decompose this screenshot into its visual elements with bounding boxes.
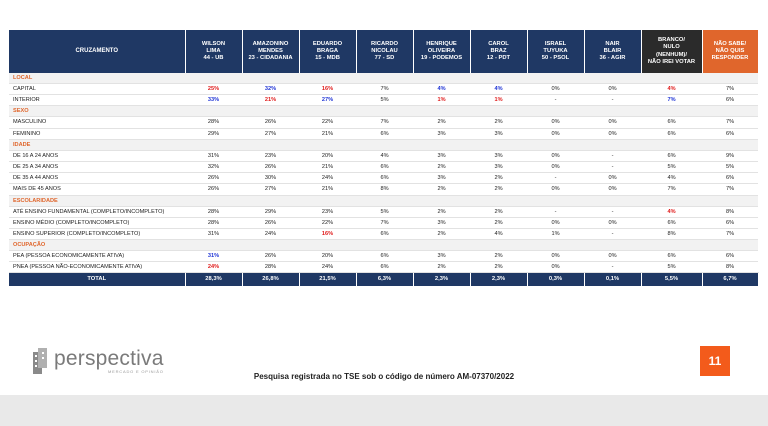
value-cell: 0% xyxy=(527,262,584,273)
value-cell: - xyxy=(584,95,641,106)
page-number-badge: 11 xyxy=(700,346,730,376)
section-filler-cell xyxy=(356,106,413,117)
table-row xyxy=(9,161,758,172)
row-label: MASCULINO xyxy=(9,117,185,128)
value-cell: 8% xyxy=(641,228,702,239)
value-cell: 31% xyxy=(185,251,242,262)
table-row xyxy=(9,251,758,262)
value-cell: 0% xyxy=(527,150,584,161)
total-value-cell: 6,7% xyxy=(702,273,758,287)
section-filler-cell xyxy=(413,240,470,251)
section-filler-cell xyxy=(242,240,299,251)
logo-wordmark: perspectiva xyxy=(54,347,164,370)
value-cell: 24% xyxy=(299,262,356,273)
value-cell: 2% xyxy=(470,262,527,273)
section-filler-cell xyxy=(185,73,242,84)
value-cell: 30% xyxy=(242,173,299,184)
header-candidate: BRANCO/ NULO (NENHUM)/ NÃO IREI VOTAR xyxy=(641,30,702,73)
section-filler-cell xyxy=(413,139,470,150)
section-filler-cell xyxy=(356,240,413,251)
value-cell: - xyxy=(584,228,641,239)
bottom-band xyxy=(0,395,768,426)
section-header-row xyxy=(9,139,758,150)
row-label: DE 35 A 44 ANOS xyxy=(9,173,185,184)
section-filler-cell xyxy=(413,195,470,206)
section-filler-cell xyxy=(242,139,299,150)
value-cell: 2% xyxy=(413,184,470,195)
value-cell: 7% xyxy=(356,217,413,228)
value-cell: 6% xyxy=(702,95,758,106)
total-value-cell: 28,3% xyxy=(185,273,242,287)
value-cell: 6% xyxy=(641,150,702,161)
total-row xyxy=(9,273,758,287)
value-cell: 9% xyxy=(702,150,758,161)
value-cell: 6% xyxy=(702,128,758,139)
value-cell: 4% xyxy=(413,84,470,95)
table-row xyxy=(9,150,758,161)
section-filler-cell xyxy=(299,240,356,251)
row-label: MAIS DE 45 ANOS xyxy=(9,184,185,195)
value-cell: 28% xyxy=(185,217,242,228)
value-cell: 29% xyxy=(242,206,299,217)
section-filler-cell xyxy=(413,73,470,84)
table-row xyxy=(9,173,758,184)
section-filler-cell xyxy=(702,195,758,206)
section-filler-cell xyxy=(527,240,584,251)
value-cell: - xyxy=(584,150,641,161)
section-filler-cell xyxy=(641,73,702,84)
total-label: TOTAL xyxy=(9,273,185,287)
header-candidate: EDUARDO BRAGA 15 - MDB xyxy=(299,30,356,73)
value-cell: 7% xyxy=(641,184,702,195)
value-cell: 28% xyxy=(185,206,242,217)
value-cell: 0% xyxy=(527,128,584,139)
section-header-row xyxy=(9,73,758,84)
value-cell: 16% xyxy=(299,228,356,239)
section-filler-cell xyxy=(242,195,299,206)
value-cell: 3% xyxy=(413,128,470,139)
table-header-row xyxy=(9,30,758,73)
row-label: ATÉ ENSINO FUNDAMENTAL (COMPLETO/INCOMPLETO) xyxy=(9,206,185,217)
value-cell: 7% xyxy=(702,184,758,195)
value-cell: 0% xyxy=(584,128,641,139)
value-cell: 27% xyxy=(242,184,299,195)
header-candidate: ISRAEL TUYUKA 50 - PSOL xyxy=(527,30,584,73)
value-cell: 7% xyxy=(641,95,702,106)
section-filler-cell xyxy=(584,240,641,251)
value-cell: 7% xyxy=(356,84,413,95)
value-cell: 2% xyxy=(470,117,527,128)
value-cell: 6% xyxy=(702,251,758,262)
value-cell: 7% xyxy=(702,84,758,95)
row-label: DE 16 A 24 ANOS xyxy=(9,150,185,161)
value-cell: 7% xyxy=(702,228,758,239)
header-candidate: RICARDO NICOLAU 77 - SD xyxy=(356,30,413,73)
value-cell: 2% xyxy=(470,173,527,184)
header-cruzamento: CRUZAMENTO xyxy=(9,30,185,73)
table-row xyxy=(9,184,758,195)
table-row xyxy=(9,117,758,128)
value-cell: 21% xyxy=(299,161,356,172)
section-filler-cell xyxy=(702,139,758,150)
value-cell: 23% xyxy=(242,150,299,161)
value-cell: 21% xyxy=(299,128,356,139)
section-filler-cell xyxy=(299,106,356,117)
section-label: IDADE xyxy=(9,139,185,150)
section-filler-cell xyxy=(527,195,584,206)
section-filler-cell xyxy=(299,195,356,206)
value-cell: 2% xyxy=(470,217,527,228)
value-cell: 24% xyxy=(242,228,299,239)
value-cell: 0% xyxy=(584,217,641,228)
value-cell: 31% xyxy=(185,150,242,161)
total-value-cell: 0,1% xyxy=(584,273,641,287)
value-cell: 3% xyxy=(470,128,527,139)
value-cell: 26% xyxy=(242,117,299,128)
value-cell: 26% xyxy=(242,217,299,228)
value-cell: 0% xyxy=(527,251,584,262)
value-cell: 16% xyxy=(299,84,356,95)
value-cell: 26% xyxy=(242,251,299,262)
section-filler-cell xyxy=(527,73,584,84)
section-header-row xyxy=(9,195,758,206)
value-cell: 4% xyxy=(470,84,527,95)
value-cell: 0% xyxy=(584,117,641,128)
value-cell: 6% xyxy=(702,173,758,184)
value-cell: 2% xyxy=(413,117,470,128)
value-cell: 5% xyxy=(641,161,702,172)
value-cell: 2% xyxy=(413,228,470,239)
value-cell: 6% xyxy=(356,173,413,184)
value-cell: 0% xyxy=(584,84,641,95)
value-cell: 0% xyxy=(527,161,584,172)
total-value-cell: 21,5% xyxy=(299,273,356,287)
value-cell: 0% xyxy=(527,84,584,95)
value-cell: 24% xyxy=(299,173,356,184)
value-cell: 27% xyxy=(242,128,299,139)
value-cell: 25% xyxy=(185,84,242,95)
value-cell: 2% xyxy=(413,206,470,217)
section-label: LOCAL xyxy=(9,73,185,84)
section-header-row xyxy=(9,106,758,117)
section-filler-cell xyxy=(356,139,413,150)
section-filler-cell xyxy=(242,73,299,84)
section-filler-cell xyxy=(356,195,413,206)
section-filler-cell xyxy=(641,106,702,117)
table-row xyxy=(9,95,758,106)
section-label: ESCOLARIDADE xyxy=(9,195,185,206)
value-cell: 21% xyxy=(242,95,299,106)
value-cell: 33% xyxy=(185,95,242,106)
value-cell: 24% xyxy=(185,262,242,273)
value-cell: 32% xyxy=(242,84,299,95)
value-cell: 6% xyxy=(702,217,758,228)
logo-tagline: MERCADO E OPINIÃO xyxy=(108,369,164,374)
value-cell: 7% xyxy=(356,117,413,128)
value-cell: 2% xyxy=(413,262,470,273)
total-value-cell: 0,3% xyxy=(527,273,584,287)
value-cell: - xyxy=(584,206,641,217)
value-cell: 29% xyxy=(185,128,242,139)
section-filler-cell xyxy=(413,106,470,117)
table-body xyxy=(9,73,758,273)
value-cell: 3% xyxy=(413,150,470,161)
value-cell: 0% xyxy=(527,184,584,195)
value-cell: 6% xyxy=(641,128,702,139)
value-cell: 0% xyxy=(584,184,641,195)
tse-registration-note: Pesquisa registrada no TSE sob o código de número AM-07370/2022 xyxy=(253,372,515,381)
table-row xyxy=(9,217,758,228)
section-label: OCUPAÇÃO xyxy=(9,240,185,251)
value-cell: 4% xyxy=(641,173,702,184)
value-cell: 6% xyxy=(356,128,413,139)
section-filler-cell xyxy=(702,240,758,251)
value-cell: 26% xyxy=(185,173,242,184)
section-label: SEXO xyxy=(9,106,185,117)
value-cell: 3% xyxy=(413,251,470,262)
value-cell: 2% xyxy=(470,206,527,217)
total-value-cell: 26,8% xyxy=(242,273,299,287)
section-filler-cell xyxy=(470,73,527,84)
value-cell: 4% xyxy=(641,206,702,217)
row-label: PNEA (PESSOA NÃO-ECONOMICAMENTE ATIVA) xyxy=(9,262,185,273)
value-cell: - xyxy=(527,206,584,217)
section-filler-cell xyxy=(702,73,758,84)
value-cell: 3% xyxy=(413,173,470,184)
value-cell: 6% xyxy=(641,117,702,128)
value-cell: 8% xyxy=(702,206,758,217)
section-filler-cell xyxy=(185,106,242,117)
value-cell: - xyxy=(527,95,584,106)
section-filler-cell xyxy=(584,139,641,150)
section-filler-cell xyxy=(470,240,527,251)
value-cell: 6% xyxy=(356,262,413,273)
section-filler-cell xyxy=(185,195,242,206)
value-cell: 6% xyxy=(641,217,702,228)
total-value-cell: 2,3% xyxy=(470,273,527,287)
value-cell: 0% xyxy=(527,217,584,228)
value-cell: 0% xyxy=(584,173,641,184)
header-candidate: NÃO SABE/ NÃO QUIS RESPONDER xyxy=(702,30,758,73)
value-cell: 22% xyxy=(299,117,356,128)
value-cell: 32% xyxy=(185,161,242,172)
crosstab-table xyxy=(9,30,759,286)
header-candidate: AMAZONINO MENDES 23 - CIDADANIA xyxy=(242,30,299,73)
section-filler-cell xyxy=(470,195,527,206)
value-cell: - xyxy=(584,161,641,172)
row-label: DE 25 A 34 ANOS xyxy=(9,161,185,172)
row-label: FEMININO xyxy=(9,128,185,139)
value-cell: 26% xyxy=(185,184,242,195)
value-cell: 2% xyxy=(470,251,527,262)
value-cell: 5% xyxy=(356,206,413,217)
row-label: PEA (PESSOA ECONOMICAMENTE ATIVA) xyxy=(9,251,185,262)
section-filler-cell xyxy=(185,139,242,150)
section-filler-cell xyxy=(527,139,584,150)
row-label: INTERIOR xyxy=(9,95,185,106)
total-value-cell: 2,3% xyxy=(413,273,470,287)
section-header-row xyxy=(9,240,758,251)
section-filler-cell xyxy=(185,240,242,251)
section-filler-cell xyxy=(702,106,758,117)
value-cell: 28% xyxy=(242,262,299,273)
section-filler-cell xyxy=(641,139,702,150)
table-row xyxy=(9,262,758,273)
value-cell: 4% xyxy=(470,228,527,239)
value-cell: 6% xyxy=(356,228,413,239)
value-cell: 0% xyxy=(527,117,584,128)
row-label: ENSINO MÉDIO (COMPLETO/INCOMPLETO) xyxy=(9,217,185,228)
value-cell: 27% xyxy=(299,95,356,106)
value-cell: 23% xyxy=(299,206,356,217)
section-filler-cell xyxy=(299,73,356,84)
total-value-cell: 6,3% xyxy=(356,273,413,287)
value-cell: 28% xyxy=(185,117,242,128)
value-cell: 0% xyxy=(584,251,641,262)
value-cell: 3% xyxy=(470,161,527,172)
section-filler-cell xyxy=(584,73,641,84)
value-cell: 4% xyxy=(641,84,702,95)
section-filler-cell xyxy=(527,106,584,117)
row-label: ENSINO SUPERIOR (COMPLETO/INCOMPLETO) xyxy=(9,228,185,239)
section-filler-cell xyxy=(242,106,299,117)
table-row xyxy=(9,228,758,239)
value-cell: 6% xyxy=(641,251,702,262)
value-cell: 7% xyxy=(702,117,758,128)
value-cell: 22% xyxy=(299,217,356,228)
section-filler-cell xyxy=(584,195,641,206)
value-cell: 31% xyxy=(185,228,242,239)
value-cell: - xyxy=(584,262,641,273)
value-cell: 5% xyxy=(641,262,702,273)
value-cell: 20% xyxy=(299,150,356,161)
value-cell: 6% xyxy=(356,251,413,262)
value-cell: 1% xyxy=(527,228,584,239)
value-cell: 8% xyxy=(702,262,758,273)
header-candidate: WILSON LIMA 44 - UB xyxy=(185,30,242,73)
section-filler-cell xyxy=(470,106,527,117)
header-candidate: NAIR BLAIR 36 - AGIR xyxy=(584,30,641,73)
header-candidate: HENRIQUE OLIVEIRA 19 - PODEMOS xyxy=(413,30,470,73)
value-cell: 8% xyxy=(356,184,413,195)
value-cell: 1% xyxy=(413,95,470,106)
table-row xyxy=(9,84,758,95)
value-cell: 5% xyxy=(702,161,758,172)
value-cell: 6% xyxy=(356,161,413,172)
value-cell: 20% xyxy=(299,251,356,262)
section-filler-cell xyxy=(641,195,702,206)
value-cell: 21% xyxy=(299,184,356,195)
value-cell: - xyxy=(527,173,584,184)
value-cell: 26% xyxy=(242,161,299,172)
table-row xyxy=(9,128,758,139)
total-value-cell: 5,5% xyxy=(641,273,702,287)
value-cell: 1% xyxy=(470,95,527,106)
header-candidate: CAROL BRAZ 12 - PDT xyxy=(470,30,527,73)
value-cell: 2% xyxy=(470,184,527,195)
value-cell: 3% xyxy=(470,150,527,161)
section-filler-cell xyxy=(584,106,641,117)
value-cell: 4% xyxy=(356,150,413,161)
value-cell: 3% xyxy=(413,217,470,228)
value-cell: 2% xyxy=(413,161,470,172)
section-filler-cell xyxy=(356,73,413,84)
row-label: CAPITAL xyxy=(9,84,185,95)
value-cell: 5% xyxy=(356,95,413,106)
section-filler-cell xyxy=(470,139,527,150)
section-filler-cell xyxy=(641,240,702,251)
table-row xyxy=(9,206,758,217)
section-filler-cell xyxy=(299,139,356,150)
